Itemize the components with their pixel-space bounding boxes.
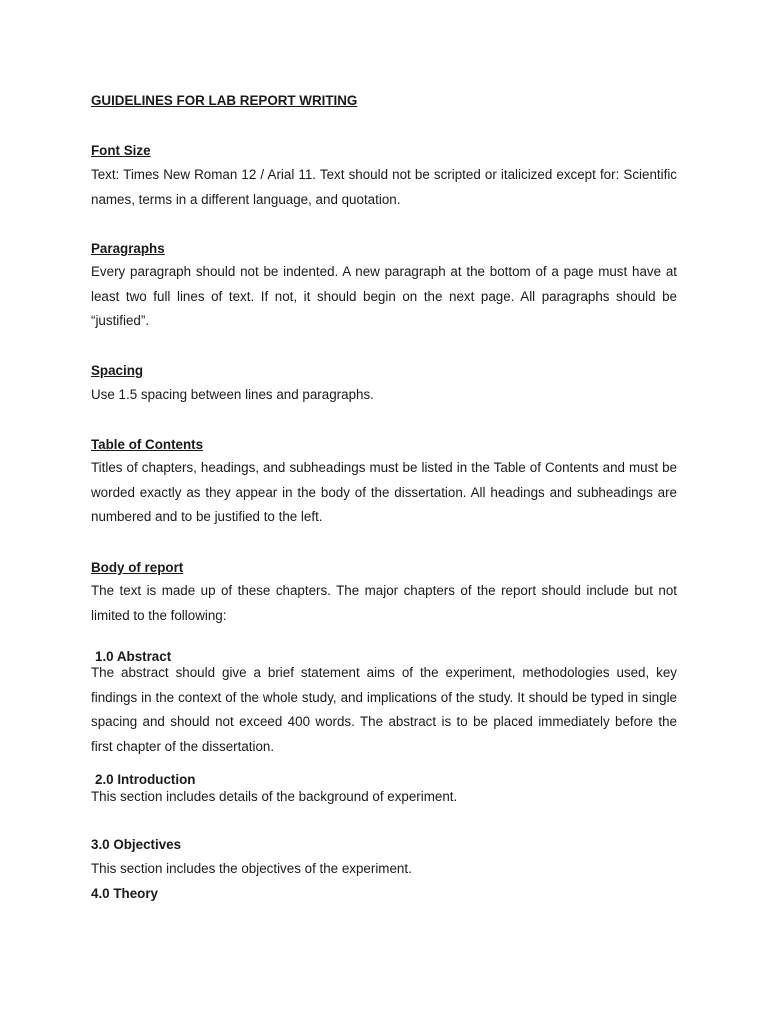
section-text-paragraphs: Every paragraph should not be indented. A new paragraph at the bottom of a page must have at least two full lines of text. If not, it should begin on the next page. All paragraphs should be “justified”. <box>91 264 677 328</box>
subsection-text-introduction: This section includes details of the background of experiment. <box>91 789 458 804</box>
section-text-table-of-contents: Titles of chapters, headings, and subheadings must be listed in the Table of Contents and must be worded exactly as they appear in the body of the dissertation. All headings and subheadings are numbered and to be justified to the left. <box>91 460 677 524</box>
section-text-spacing: Use 1.5 spacing between lines and paragraphs. <box>91 387 374 402</box>
subsection-heading-objectives: 3.0 Objectives <box>91 837 182 852</box>
subsection-heading-abstract: 1.0 Abstract <box>95 649 172 664</box>
subsection-heading-theory: 4.0 Theory <box>91 886 158 901</box>
section-heading-body-of-report: Body of report <box>91 560 184 575</box>
document-title: GUIDELINES FOR LAB REPORT WRITING <box>91 93 358 108</box>
section-heading-table-of-contents: Table of Contents <box>91 437 204 452</box>
subsection-heading-introduction: 2.0 Introduction <box>95 772 196 787</box>
section-text-font-size: Text: Times New Roman 12 / Arial 11. Text should not be scripted or italicized except for: Scientific names, terms in a different language, and quotation. <box>91 167 677 207</box>
section-heading-spacing: Spacing <box>91 363 144 378</box>
section-heading-paragraphs: Paragraphs <box>91 241 165 256</box>
section-heading-font-size: Font Size <box>91 143 151 158</box>
subsection-text-objectives: This section includes the objectives of the experiment. <box>91 861 412 876</box>
section-text-body-of-report: The text is made up of these chapters. The major chapters of the report should include but not limited to the following: <box>91 583 677 623</box>
subsection-text-abstract: The abstract should give a brief statement aims of the experiment, methodologies used, key findings in the context of the whole study, and implications of the study. It should be typed in single spacing and should not exceed 400 words. The abstract is to be placed immediately before the first chapter of the dissertation. <box>91 665 677 754</box>
